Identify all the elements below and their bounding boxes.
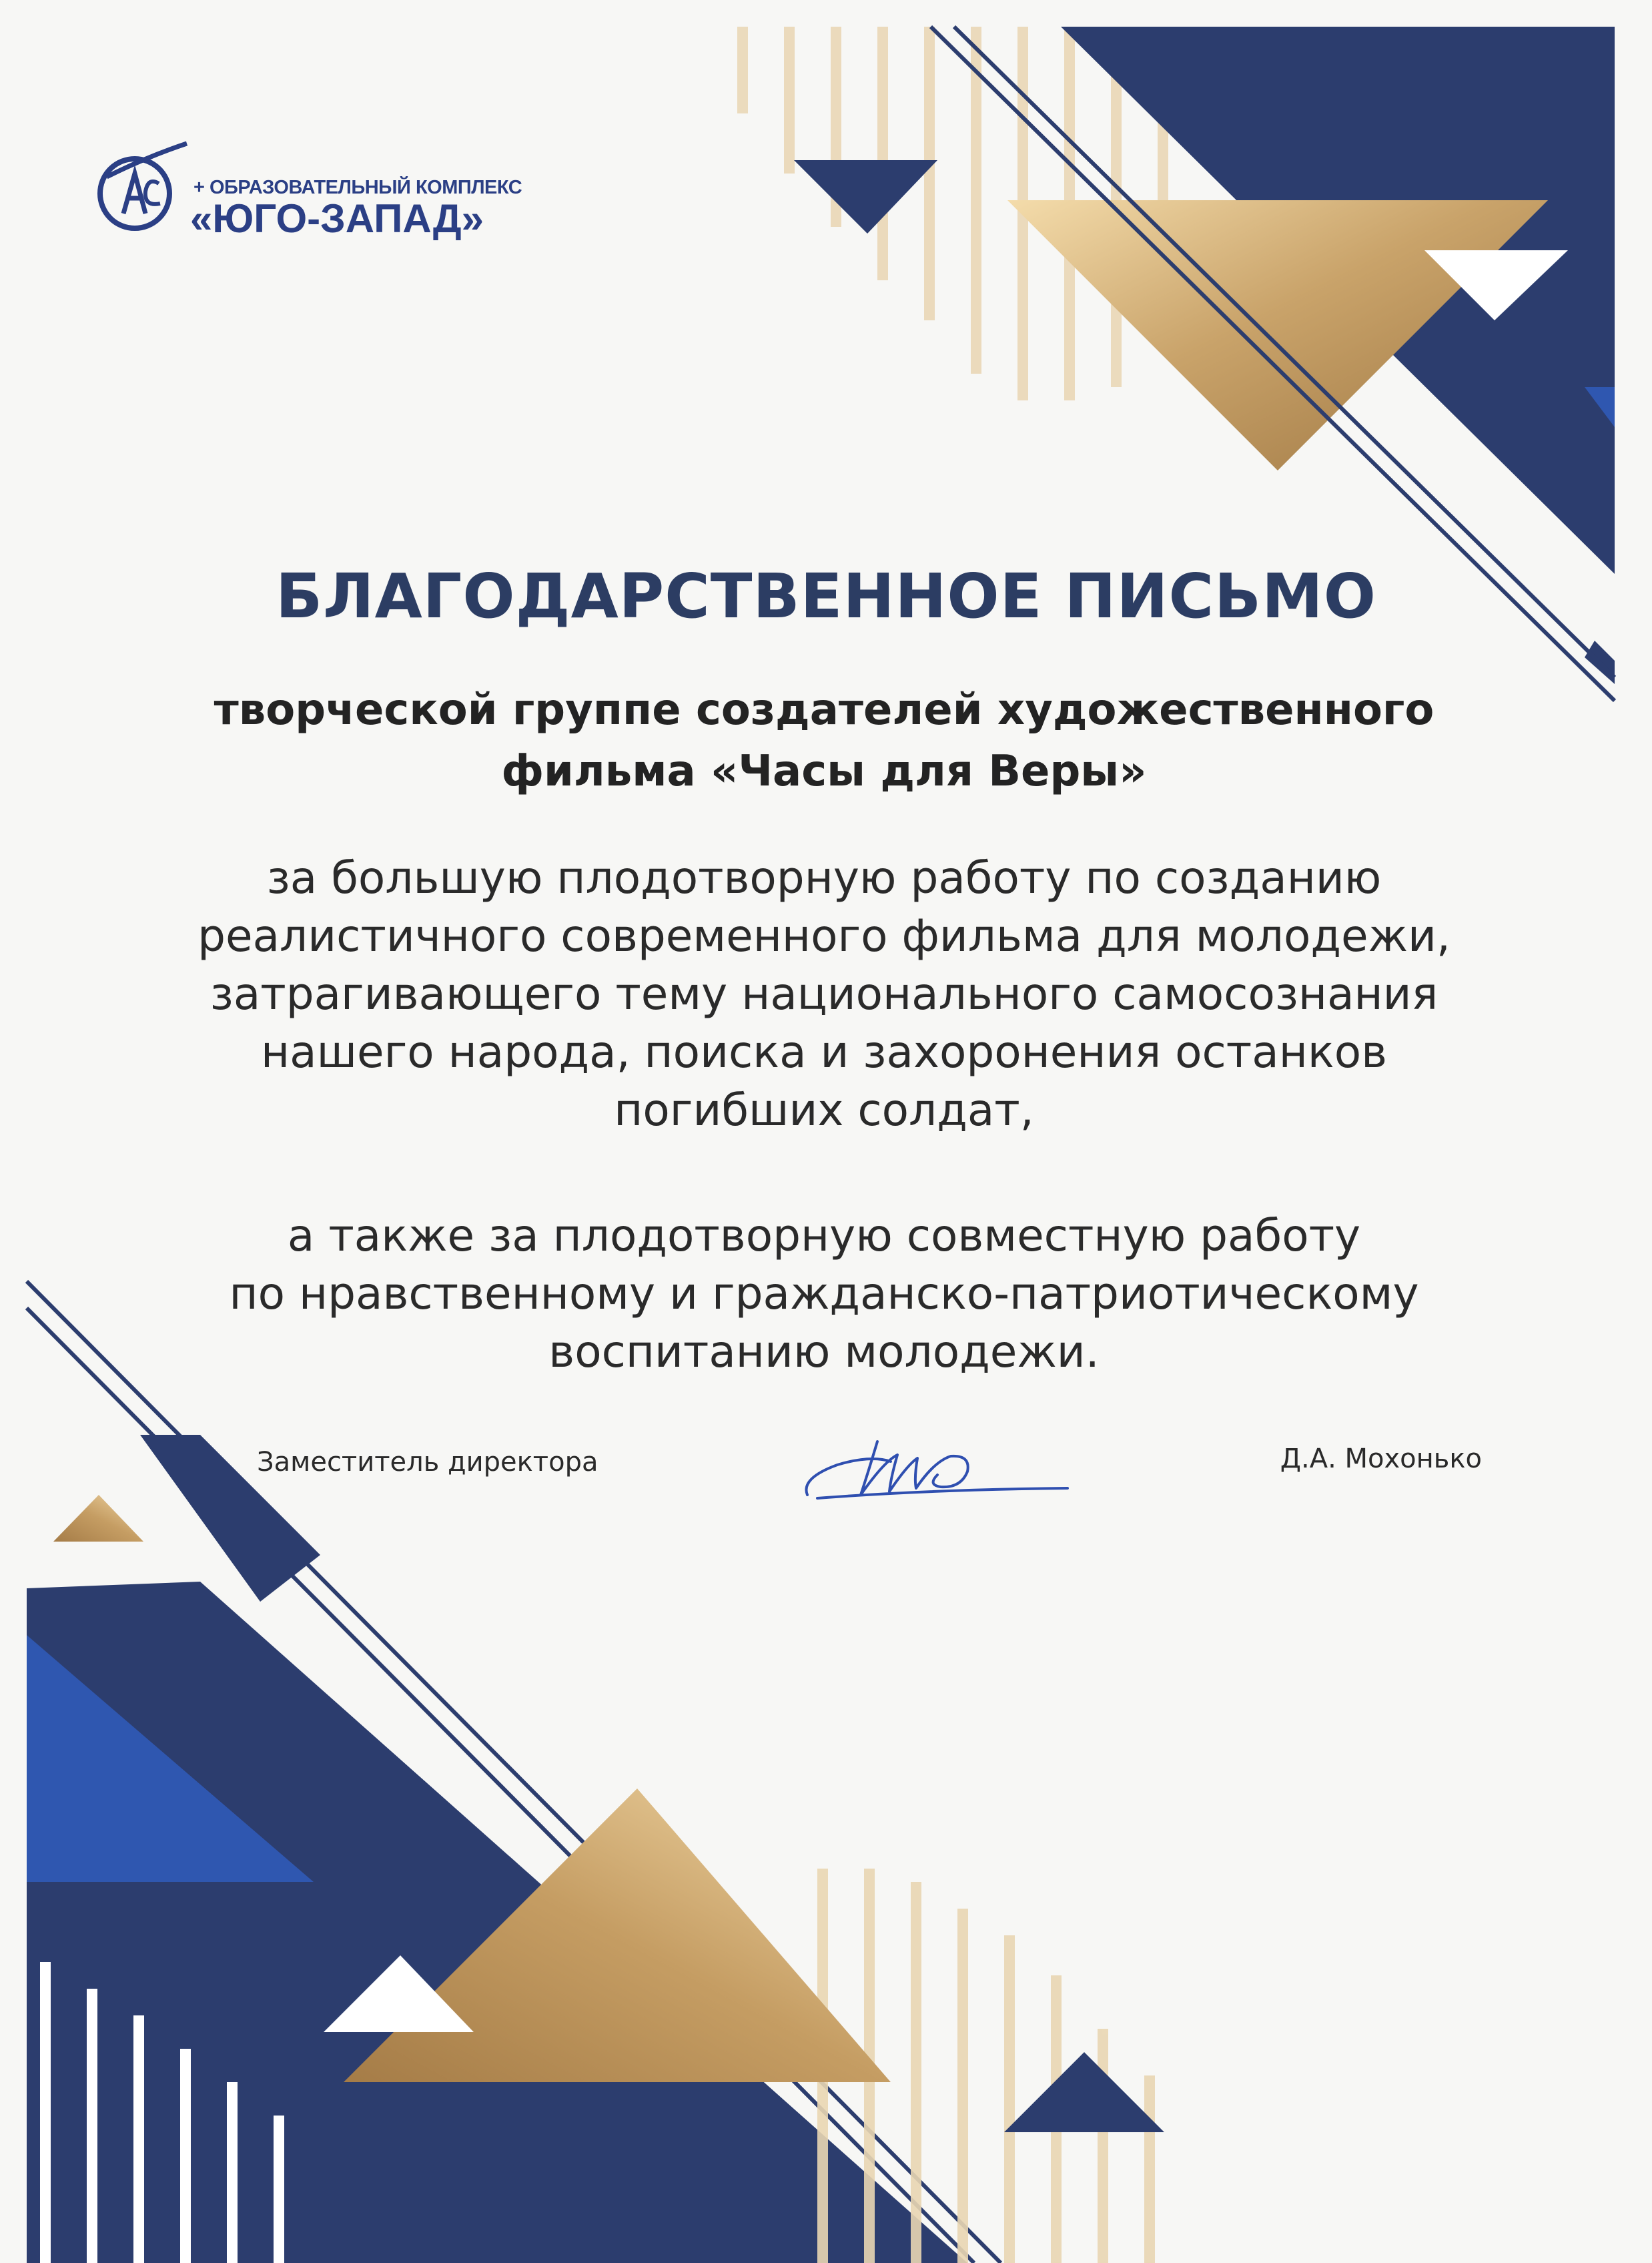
paragraph-line: а также за плодотворную совместную работу <box>287 1210 1361 1261</box>
signatory-position: Заместитель директора <box>257 1447 598 1478</box>
paragraph-line: по нравственному и гражданско-патриотическому <box>229 1268 1419 1319</box>
handwritten-signature <box>797 1415 1078 1522</box>
paragraph-line: погибших солдат, <box>614 1084 1034 1136</box>
paragraph-line: реалистичного современного фильма для молодежи, <box>197 910 1451 962</box>
logo-name-text: «ЮГО-ЗАПАД» <box>190 196 484 241</box>
signatory-name: Д.А. Мохонько <box>1280 1443 1482 1474</box>
recipient-line: творческой группе создателей художественного <box>214 685 1434 735</box>
paragraph-line: затрагивающего тему национального самосознания <box>210 968 1438 1020</box>
paragraph-1 <box>100 849 1548 1139</box>
document-title: БЛАГОДАРСТВЕННОЕ ПИСЬМО <box>276 561 1376 632</box>
logo-emblem-icon <box>87 137 193 244</box>
small-gold-triangle <box>53 1495 143 1542</box>
paragraph-line: нашего народа, поиска и захоронения останков <box>261 1026 1387 1078</box>
paragraph-line: за большую плодотворную работу по созданию <box>266 852 1382 904</box>
paragraph-2 <box>100 1207 1548 1381</box>
top-navy-triangle <box>794 160 937 234</box>
paragraph-line: воспитанию молодежи. <box>548 1326 1100 1377</box>
bottom-navy-triangle <box>1004 2052 1164 2132</box>
logo <box>87 137 522 244</box>
recipient-block <box>100 679 1548 802</box>
logo-org-text: + ОБРАЗОВАТЕЛЬНЫЙ КОМПЛЕКС <box>193 177 522 198</box>
recipient-line: фильма «Часы для Веры» <box>501 747 1147 796</box>
